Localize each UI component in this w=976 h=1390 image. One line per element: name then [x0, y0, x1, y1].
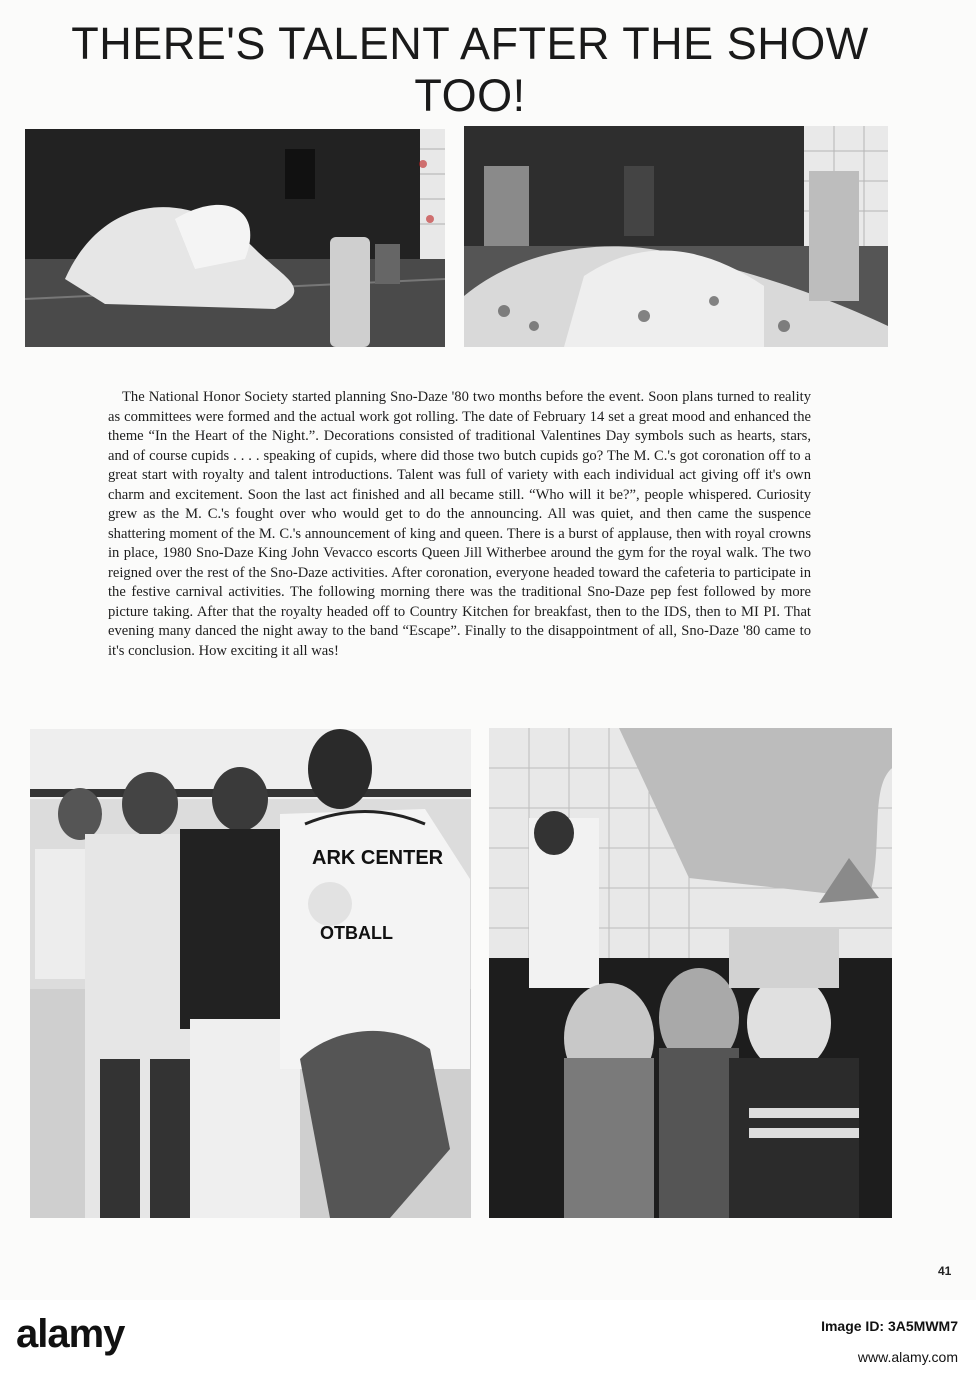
photo-top-left [25, 129, 445, 347]
photo-bottom-left [30, 729, 471, 1218]
shirt-text-line1: ARK CENTER [312, 847, 444, 869]
alamy-url: www.alamy.com [857, 1349, 958, 1365]
alamy-logo: alamy [16, 1312, 125, 1356]
photo-top-right [464, 126, 888, 347]
image-id-value: 3A5MWM7 [887, 1318, 958, 1334]
watermark-bar [0, 1300, 976, 1390]
shirt-text-line2: OTBALL [320, 923, 393, 943]
photo-bottom-right [489, 728, 892, 1218]
article-body: The National Honor Society started planning Sno-Daze '80 two months before the event. Soon plans turned to reality as committees were formed and the actual work got rolling. The date of February 14 set a great mood and enhanced the theme “In the Heart of the Night.”. Decorations consisted of traditional Valentines Day symbols such as hearts, stars, and of course cupids . . . . speaking of cupids, where did those two butch cupids go? The M. C.'s got coronation off to a great start with royalty and talent introductions. Talent was full of variety with each individual act giving off it's own charm and excitement. Soon the last act finished and all became still. “Who will it be?”, people whispered. Curiosity grew as the M. C.'s fought over who would get to do the announcing. All was quiet, and then came the suspence shattering moment of the M. C.'s announcement of king and queen. There is a burst of applause, then with royal crowns in place, 1980 Sno-Daze King John Vevacco escorts Queen Jill Witherbee around the gym for the royal walk. The two reigned over the rest of the Sno-Daze activities. After coronation, everyone headed toward the cafeteria to participate in the festive carnival activities. The following morning there was the traditional Sno-Daze pep fest followed by more picture taking. After that the royalty headed off to Country Kitchen for breakfast, then to the IDS, then to MI PI. That evening many danced the night away to the band “Escape”. Finally to the disappointment of all, Sno-Daze '80 came to it's conclusion. How exciting it all was! [108, 389, 811, 659]
image-id-label: Image ID: [821, 1318, 888, 1334]
page-number: 41 [938, 1264, 952, 1278]
page-title: THERE'S TALENT AFTER THE SHOW TOO! [71, 18, 869, 121]
image-id [821, 1318, 958, 1334]
